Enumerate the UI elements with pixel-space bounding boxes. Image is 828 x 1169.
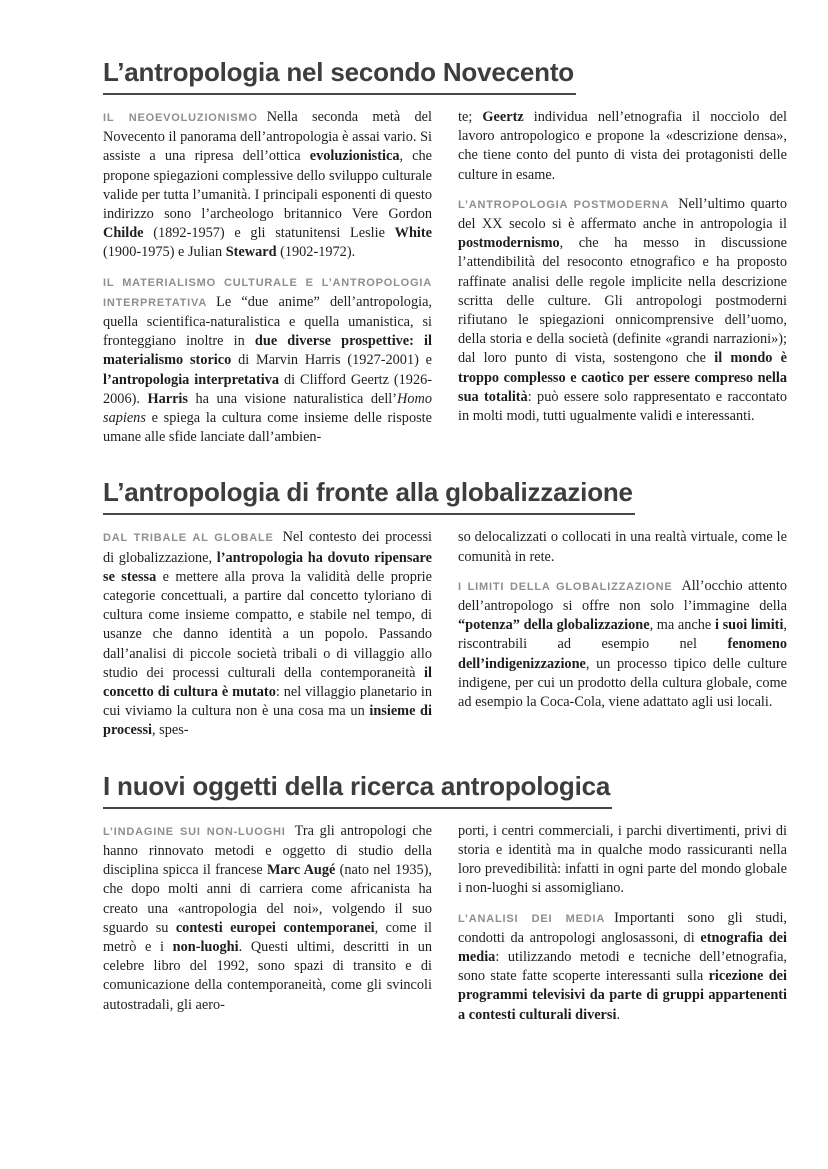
paragraph-label: IL NEOEVOLUZIONISMO: [103, 112, 258, 124]
paragraph-label: IL MATERIALISMO CULTURALE E L’ANTROPOLOGIA INTERPRETATIVA: [103, 276, 432, 309]
section-nuovi-oggetti: [103, 771, 787, 1025]
section-secondo-novecento: [103, 57, 787, 447]
column-left: [103, 528, 432, 740]
two-column-layout: [103, 108, 787, 447]
paragraph: [458, 195, 787, 426]
paragraph-label: DAL TRIBALE AL GLOBALE: [103, 532, 274, 545]
section-heading: L’antropologia nel secondo Novecento: [103, 57, 576, 95]
section-globalizzazione: [103, 477, 787, 740]
paragraph-text: Nella seconda metà del Novecento il panorama dell’antropologia è assai vario. Si assiste a una ripresa dell’ottica evoluzionistica, che propone spiegazioni complessive dello sviluppo culturale valide per tutta l’umanità. I principali esponenti di questo indirizzo sono l’archeologo britannico Vere Gordon Childe (1892-1957) e gli statunitensi Leslie White (1900-1975) e Julian Steward (1902-1972).: [103, 109, 432, 261]
paragraph-label: L’INDAGINE SUI NON-LUOGHI: [103, 825, 286, 838]
column-left: [103, 108, 432, 447]
column-right: [458, 822, 787, 1025]
section-heading: L’antropologia di fronte alla globalizzazione: [103, 477, 635, 515]
column-right: [458, 108, 787, 447]
two-column-layout: [103, 822, 787, 1025]
column-right: [458, 528, 787, 740]
paragraph-text: porti, i centri commerciali, i parchi divertimenti, privi di storia e identità ma in qualche modo rassicuranti nella loro prevedibilità: infatti in ogni parte del mondo globale i non-luoghi si assomigliano.: [458, 822, 787, 897]
paragraph-text: Nell’ultimo quarto del XX secolo si è affermato anche in antropologia il postmodernismo, che ha messo in discussione l’attendibilità del resoconto etnografico e ha proposto raffinate analisi delle regole implicite nella descrizione scritta delle culture. Gli antropologi postmoderni rifiutano le spiegazioni onnicomprensive dell’uomo, della storia e della società (definite «grandi narrazioni»); dal loro punto di vista, sostengono che il mondo è troppo complesso e caotico per essere compreso nella sua totalità: può essere solo rappresentato e raccontato in molti modi, tutti ugualmente validi e interessanti.: [458, 195, 788, 425]
paragraph-label: L’ANTROPOLOGIA POSTMODERNA: [458, 198, 670, 211]
two-column-layout: [103, 528, 787, 740]
paragraph-text: Importanti sono gli studi, condotti da antropologi anglosassoni, di etnografia dei media: utilizzando metodi e tecniche dell’etnografia, sono state fatte scoperte interessanti sulla ricezione dei programmi televisivi da parte di gruppi appartenenti a contesti culturali diversi.: [458, 909, 788, 1023]
paragraph: [458, 909, 787, 1025]
paragraph: [103, 528, 432, 740]
paragraph-continuation: [458, 528, 787, 566]
paragraph: [458, 577, 787, 712]
paragraph-continuation: [458, 822, 787, 899]
paragraph-text: Nel contesto dei processi di globalizzazione, l’antropologia ha dovuto ripensare se stessa e mettere alla prova la validità delle proprie categorie concettuali, a partire dal concetto tyloriano di cultura come insieme compatto, e stabile nel tempo, di usanze che danno identità a un popolo. Passando dall’analisi di piccole società tribali o di villaggio allo studio dei processi culturali della contemporaneità il concetto di cultura è mutato: nel villaggio planetario in cui viviamo la cultura non è una cosa ma un insieme di processi, spes-: [103, 529, 432, 739]
paragraph-text: All’occhio attento dell’antropologo si offre non solo l’immagine della “potenza” della globalizzazione, ma anche i suoi limiti, riscontrabili ad esempio nel fenomeno dell’indigenizzazione, un processo tipico delle culture indigene, per cui un prodotto della cultura globale, come ad esempio la Coca-Cola, viene adattato agli usi locali.: [458, 577, 787, 711]
paragraph: [103, 108, 432, 263]
paragraph-text: Le “due anime” dell’antropologia, quella scientifica-naturalistica e quella umanistica, si fronteggiano inoltre in due diverse prospettive: il materialismo storico di Marvin Harris (1927-2001) e l’antropologia interpretativa di Clifford Geertz (1926-2006). Harris ha una visione naturalistica dell’Homo sapiens e spiega la cultura come insieme delle risposte umane alle sfide lanciate dall’ambien-: [103, 293, 433, 446]
paragraph-text: te; Geertz individua nell’etnografia il nocciolo del lavoro antropologico e propone la «descrizione densa», che tiene conto del punto di vista dei protagonisti delle culture in esame.: [458, 109, 787, 183]
paragraph-text: so delocalizzati o collocati in una realtà virtuale, come le comunità in rete.: [458, 529, 787, 565]
paragraph-label: I LIMITI DELLA GLOBALIZZAZIONE: [458, 580, 673, 593]
paragraph-continuation: [458, 108, 787, 185]
column-left: [103, 822, 432, 1025]
paragraph: [103, 273, 432, 448]
paragraph-label: L’ANALISI DEI MEDIA: [458, 912, 606, 925]
paragraph: [103, 822, 432, 1015]
section-heading: I nuovi oggetti della ricerca antropologica: [103, 771, 612, 809]
paragraph-text: Tra gli antropologi che hanno rinnovato metodi e oggetto di studio della disciplina spicca il francese Marc Augé (nato nel 1935), che dopo molti anni di carriera come africanista ha creato una «antropologia del noi», volgendo il suo sguardo su contesti europei contemporanei, come il metrò e i non-luoghi. Questi ultimi, descritti in un celebre libro del 1992, sono spazi di transito e di comunicazione della contemporaneità, come gli svincoli autostradali, gli aero-: [103, 822, 433, 1013]
